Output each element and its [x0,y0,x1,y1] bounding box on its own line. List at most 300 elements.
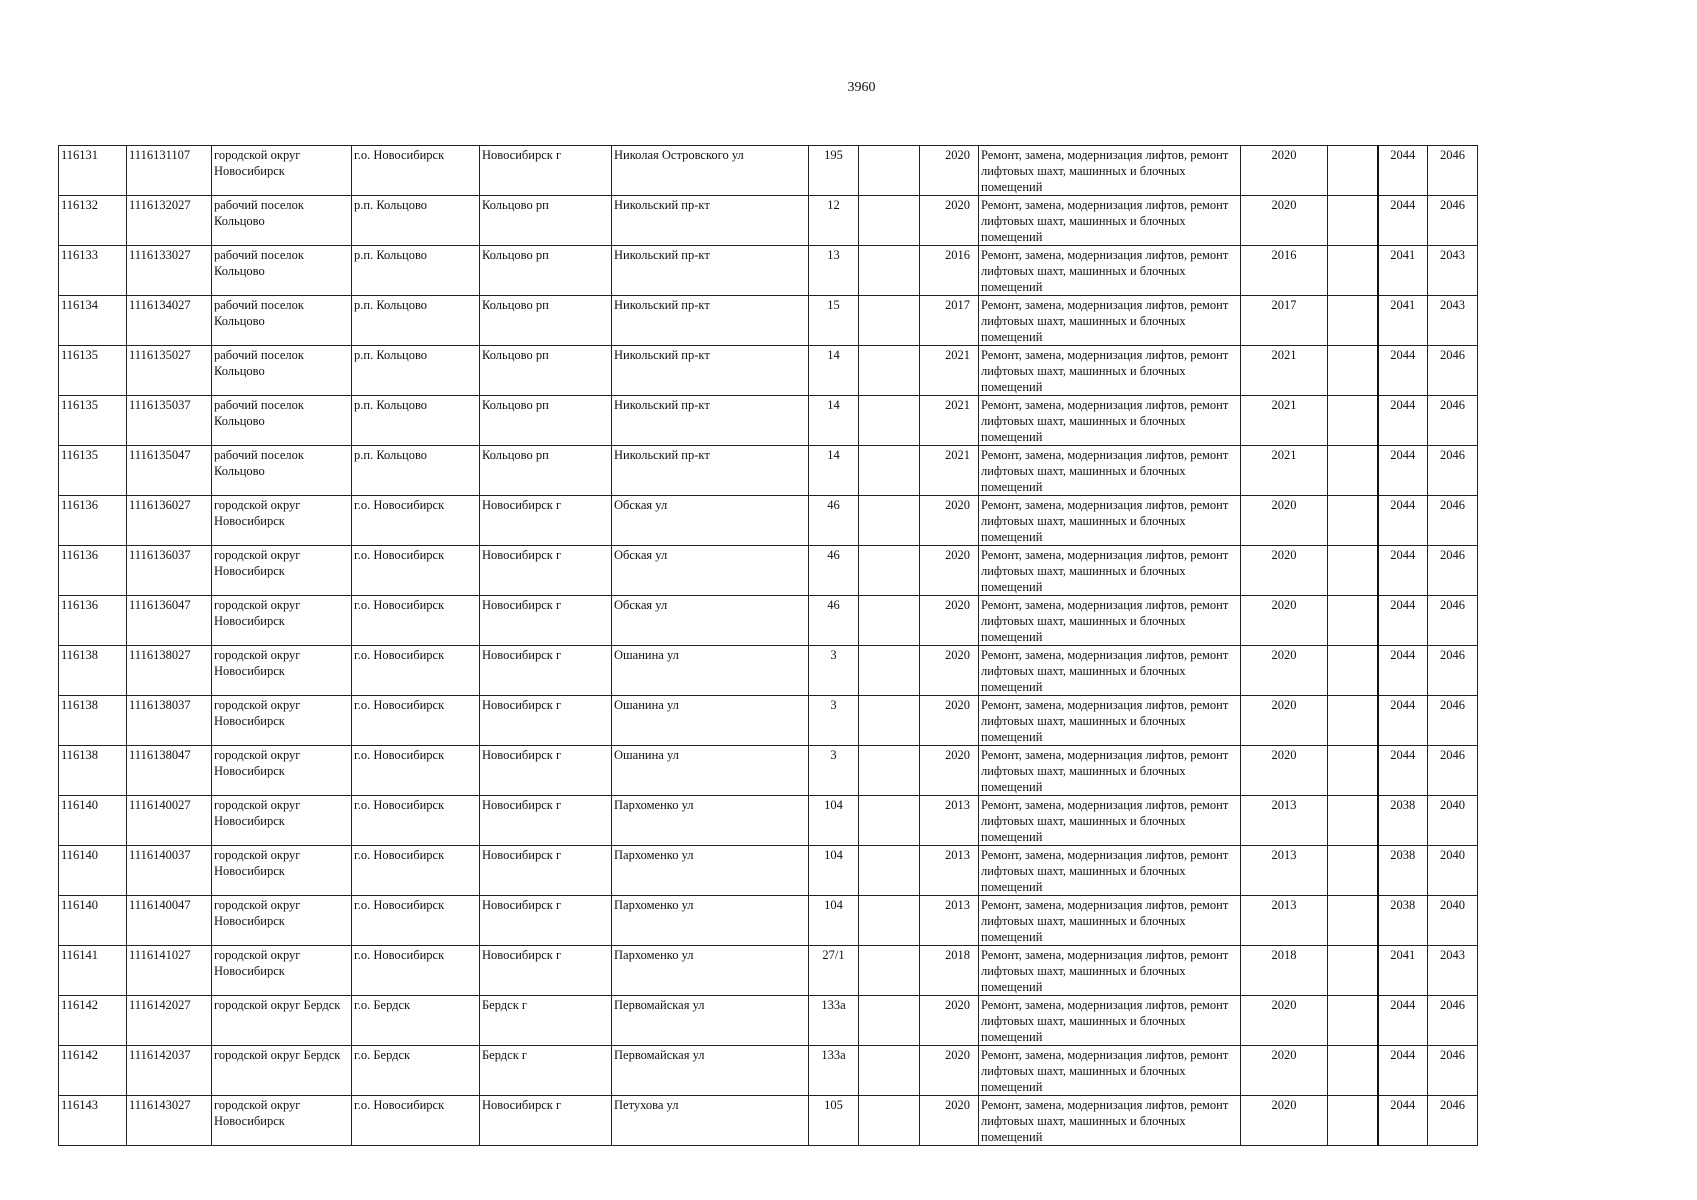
cell-object-code: 1116138027 [127,646,212,696]
cell-district: г.о. Новосибирск [352,896,480,946]
cell-municipality: городской округ Новосибирск [212,646,352,696]
cell-settlement: Новосибирск г [480,146,612,196]
cell-municipality: городской округ Новосибирск [212,546,352,596]
cell-work-type: Ремонт, замена, модернизация лифтов, ремонт лифтовых шахт, машинных и блочных помещений [979,146,1241,196]
cell-year-work: 2021 [1241,396,1328,446]
cell-municipality: рабочий поселок Кольцово [212,246,352,296]
cell-year-work: 2020 [1241,696,1328,746]
cell-street: Пархоменко ул [612,896,809,946]
cell-year-built: 2020 [920,196,979,246]
cell-object-code: 1116134027 [127,296,212,346]
cell-house-number: 15 [809,296,859,346]
table-row [59,796,1478,846]
cell-street: Ошанина ул [612,696,809,746]
cell-plan-start: 2044 [1378,396,1428,446]
cell-year-work: 2016 [1241,246,1328,296]
table-row [59,846,1478,896]
cell-street: Никольский пр-кт [612,346,809,396]
cell-house-number: 46 [809,496,859,546]
cell-object-code: 1116140037 [127,846,212,896]
cell-house-number: 27/1 [809,946,859,996]
cell-extra [859,796,920,846]
table-body [59,146,1478,1146]
cell-extra [859,946,920,996]
cell-object-code: 1116140047 [127,896,212,946]
cell-settlement: Новосибирск г [480,546,612,596]
cell-street: Первомайская ул [612,1046,809,1096]
cell-year-work: 2020 [1241,596,1328,646]
cell-object-code: 1116133027 [127,246,212,296]
cell-settlement: Новосибирск г [480,946,612,996]
cell-extra [859,196,920,246]
cell-work-type: Ремонт, замена, модернизация лифтов, ремонт лифтовых шахт, машинных и блочных помещений [979,496,1241,546]
cell-district: г.о. Новосибирск [352,596,480,646]
cell-settlement: Бердск г [480,1046,612,1096]
cell-extra [859,846,920,896]
cell-plan-start: 2041 [1378,246,1428,296]
cell-municipality: рабочий поселок Кольцово [212,196,352,246]
cell-municipality: городской округ Новосибирск [212,796,352,846]
table-row [59,496,1478,546]
cell-work-type: Ремонт, замена, модернизация лифтов, ремонт лифтовых шахт, машинных и блочных помещений [979,196,1241,246]
cell-year-built: 2020 [920,1046,979,1096]
table-row [59,246,1478,296]
cell-district: г.о. Новосибирск [352,746,480,796]
cell-plan-end: 2046 [1428,746,1478,796]
cell-work-type: Ремонт, замена, модернизация лифтов, ремонт лифтовых шахт, машинных и блочных помещений [979,1096,1241,1146]
cell-year-work: 2020 [1241,1096,1328,1146]
cell-plan-start: 2044 [1378,496,1428,546]
cell-year-work: 2018 [1241,946,1328,996]
cell-plan-start: 2038 [1378,896,1428,946]
cell-object-code: 1116135037 [127,396,212,446]
cell-object-code: 1116142027 [127,996,212,1046]
cell-house-number: 104 [809,896,859,946]
cell-year-built: 2020 [920,646,979,696]
cell-year-work: 2013 [1241,846,1328,896]
cell-note [1328,446,1378,496]
cell-extra [859,246,920,296]
cell-year-built: 2018 [920,946,979,996]
cell-municipality: городской округ Новосибирск [212,846,352,896]
cell-row-id: 116143 [59,1096,127,1146]
table-row [59,1096,1478,1146]
cell-plan-start: 2044 [1378,646,1428,696]
cell-work-type: Ремонт, замена, модернизация лифтов, ремонт лифтовых шахт, машинных и блочных помещений [979,296,1241,346]
cell-note [1328,796,1378,846]
cell-row-id: 116135 [59,346,127,396]
cell-street: Обская ул [612,496,809,546]
cell-district: р.п. Кольцово [352,396,480,446]
table-row [59,746,1478,796]
cell-note [1328,346,1378,396]
cell-note [1328,496,1378,546]
table-row [59,996,1478,1046]
cell-district: р.п. Кольцово [352,196,480,246]
cell-extra [859,396,920,446]
cell-year-work: 2020 [1241,746,1328,796]
cell-row-id: 116136 [59,596,127,646]
cell-street: Никольский пр-кт [612,396,809,446]
cell-object-code: 1116135027 [127,346,212,396]
cell-settlement: Новосибирск г [480,646,612,696]
cell-note [1328,296,1378,346]
cell-plan-start: 2044 [1378,1096,1428,1146]
cell-district: г.о. Новосибирск [352,796,480,846]
table-row [59,346,1478,396]
cell-year-built: 2020 [920,496,979,546]
cell-object-code: 1116143027 [127,1096,212,1146]
cell-plan-start: 2041 [1378,296,1428,346]
cell-municipality: городской округ Новосибирск [212,596,352,646]
page-number: 3960 [847,80,876,95]
cell-work-type: Ремонт, замена, модернизация лифтов, ремонт лифтовых шахт, машинных и блочных помещений [979,246,1241,296]
cell-work-type: Ремонт, замена, модернизация лифтов, ремонт лифтовых шахт, машинных и блочных помещений [979,346,1241,396]
cell-municipality: городской округ Новосибирск [212,146,352,196]
cell-street: Никольский пр-кт [612,196,809,246]
cell-plan-end: 2046 [1428,1046,1478,1096]
cell-work-type: Ремонт, замена, модернизация лифтов, ремонт лифтовых шахт, машинных и блочных помещений [979,996,1241,1046]
cell-street: Никольский пр-кт [612,296,809,346]
cell-note [1328,246,1378,296]
cell-year-work: 2021 [1241,346,1328,396]
cell-municipality: городской округ Бердск [212,1046,352,1096]
cell-note [1328,846,1378,896]
cell-year-work: 2021 [1241,446,1328,496]
cell-year-built: 2020 [920,746,979,796]
table-row [59,546,1478,596]
cell-row-id: 116135 [59,396,127,446]
cell-house-number: 133а [809,996,859,1046]
cell-district: г.о. Новосибирск [352,946,480,996]
cell-municipality: городской округ Новосибирск [212,746,352,796]
register-table [58,145,1478,1146]
cell-row-id: 116140 [59,846,127,896]
cell-settlement: Новосибирск г [480,696,612,746]
cell-object-code: 1116136047 [127,596,212,646]
cell-plan-end: 2043 [1428,946,1478,996]
cell-plan-start: 2044 [1378,596,1428,646]
cell-plan-end: 2040 [1428,896,1478,946]
cell-house-number: 105 [809,1096,859,1146]
cell-district: г.о. Новосибирск [352,696,480,746]
cell-house-number: 46 [809,546,859,596]
cell-street: Пархоменко ул [612,846,809,896]
cell-year-built: 2021 [920,346,979,396]
cell-settlement: Кольцово рп [480,446,612,496]
cell-row-id: 116133 [59,246,127,296]
cell-extra [859,646,920,696]
cell-plan-start: 2044 [1378,146,1428,196]
cell-year-work: 2013 [1241,796,1328,846]
cell-object-code: 1116135047 [127,446,212,496]
cell-year-built: 2016 [920,246,979,296]
cell-street: Никольский пр-кт [612,246,809,296]
cell-object-code: 1116138037 [127,696,212,746]
cell-street: Петухова ул [612,1096,809,1146]
table-row [59,296,1478,346]
cell-year-built: 2020 [920,546,979,596]
cell-note [1328,946,1378,996]
cell-plan-start: 2038 [1378,796,1428,846]
cell-district: р.п. Кольцово [352,346,480,396]
cell-extra [859,746,920,796]
cell-extra [859,146,920,196]
cell-street: Пархоменко ул [612,796,809,846]
cell-object-code: 1116136027 [127,496,212,546]
cell-district: г.о. Новосибирск [352,846,480,896]
cell-year-built: 2020 [920,146,979,196]
cell-object-code: 1116142037 [127,1046,212,1096]
cell-district: г.о. Новосибирск [352,496,480,546]
cell-work-type: Ремонт, замена, модернизация лифтов, ремонт лифтовых шахт, машинных и блочных помещений [979,946,1241,996]
cell-row-id: 116140 [59,796,127,846]
cell-row-id: 116135 [59,446,127,496]
cell-plan-end: 2046 [1428,996,1478,1046]
cell-house-number: 195 [809,146,859,196]
cell-note [1328,1046,1378,1096]
cell-note [1328,996,1378,1046]
table-row [59,696,1478,746]
cell-settlement: Кольцово рп [480,396,612,446]
cell-row-id: 116131 [59,146,127,196]
cell-year-work: 2020 [1241,646,1328,696]
cell-note [1328,546,1378,596]
cell-work-type: Ремонт, замена, модернизация лифтов, ремонт лифтовых шахт, машинных и блочных помещений [979,1046,1241,1096]
cell-district: г.о. Новосибирск [352,546,480,596]
cell-note [1328,696,1378,746]
cell-work-type: Ремонт, замена, модернизация лифтов, ремонт лифтовых шахт, машинных и блочных помещений [979,546,1241,596]
cell-note [1328,146,1378,196]
cell-municipality: городской округ Новосибирск [212,496,352,546]
cell-street: Первомайская ул [612,996,809,1046]
cell-plan-end: 2046 [1428,496,1478,546]
cell-district: г.о. Бердск [352,1046,480,1096]
cell-object-code: 1116136037 [127,546,212,596]
cell-work-type: Ремонт, замена, модернизация лифтов, ремонт лифтовых шахт, машинных и блочных помещений [979,396,1241,446]
cell-plan-end: 2046 [1428,546,1478,596]
cell-house-number: 46 [809,596,859,646]
cell-work-type: Ремонт, замена, модернизация лифтов, ремонт лифтовых шахт, машинных и блочных помещений [979,446,1241,496]
cell-settlement: Кольцово рп [480,196,612,246]
cell-row-id: 116136 [59,496,127,546]
cell-row-id: 116132 [59,196,127,246]
cell-plan-start: 2038 [1378,846,1428,896]
cell-street: Николая Островского ул [612,146,809,196]
cell-row-id: 116141 [59,946,127,996]
cell-extra [859,1096,920,1146]
cell-plan-end: 2046 [1428,696,1478,746]
cell-house-number: 3 [809,696,859,746]
cell-street: Ошанина ул [612,746,809,796]
cell-plan-end: 2046 [1428,446,1478,496]
cell-plan-start: 2041 [1378,946,1428,996]
cell-year-built: 2020 [920,996,979,1046]
cell-year-work: 2017 [1241,296,1328,346]
cell-house-number: 104 [809,796,859,846]
table-row [59,146,1478,196]
cell-object-code: 1116141027 [127,946,212,996]
cell-work-type: Ремонт, замена, модернизация лифтов, ремонт лифтовых шахт, машинных и блочных помещений [979,646,1241,696]
cell-extra [859,1046,920,1096]
cell-street: Ошанина ул [612,646,809,696]
cell-street: Никольский пр-кт [612,446,809,496]
cell-note [1328,746,1378,796]
cell-work-type: Ремонт, замена, модернизация лифтов, ремонт лифтовых шахт, машинных и блочных помещений [979,596,1241,646]
cell-work-type: Ремонт, замена, модернизация лифтов, ремонт лифтовых шахт, машинных и блочных помещений [979,696,1241,746]
cell-settlement: Новосибирск г [480,596,612,646]
cell-settlement: Новосибирск г [480,846,612,896]
cell-plan-end: 2046 [1428,346,1478,396]
cell-work-type: Ремонт, замена, модернизация лифтов, ремонт лифтовых шахт, машинных и блочных помещений [979,796,1241,846]
cell-municipality: городской округ Бердск [212,996,352,1046]
cell-year-built: 2020 [920,696,979,746]
table-row [59,196,1478,246]
cell-district: г.о. Новосибирск [352,146,480,196]
cell-year-work: 2020 [1241,496,1328,546]
table-row [59,596,1478,646]
cell-plan-start: 2044 [1378,446,1428,496]
cell-plan-start: 2044 [1378,346,1428,396]
cell-extra [859,996,920,1046]
cell-municipality: городской округ Новосибирск [212,1096,352,1146]
cell-extra [859,446,920,496]
cell-house-number: 3 [809,746,859,796]
cell-year-work: 2020 [1241,196,1328,246]
cell-year-work: 2020 [1241,146,1328,196]
cell-extra [859,596,920,646]
cell-district: г.о. Новосибирск [352,646,480,696]
cell-plan-start: 2044 [1378,546,1428,596]
cell-extra [859,896,920,946]
cell-year-work: 2020 [1241,996,1328,1046]
cell-work-type: Ремонт, замена, модернизация лифтов, ремонт лифтовых шахт, машинных и блочных помещений [979,746,1241,796]
cell-house-number: 12 [809,196,859,246]
cell-extra [859,496,920,546]
cell-year-work: 2013 [1241,896,1328,946]
cell-plan-end: 2046 [1428,146,1478,196]
cell-extra [859,696,920,746]
cell-row-id: 116138 [59,646,127,696]
cell-settlement: Новосибирск г [480,1096,612,1146]
cell-municipality: городской округ Новосибирск [212,896,352,946]
cell-district: р.п. Кольцово [352,446,480,496]
cell-row-id: 116142 [59,996,127,1046]
cell-settlement: Бердск г [480,996,612,1046]
cell-district: р.п. Кольцово [352,246,480,296]
cell-row-id: 116138 [59,746,127,796]
cell-plan-end: 2046 [1428,396,1478,446]
cell-plan-start: 2044 [1378,996,1428,1046]
cell-year-work: 2020 [1241,546,1328,596]
cell-object-code: 1116132027 [127,196,212,246]
cell-plan-end: 2046 [1428,596,1478,646]
cell-settlement: Кольцово рп [480,346,612,396]
cell-settlement: Кольцово рп [480,246,612,296]
cell-year-built: 2021 [920,396,979,446]
cell-extra [859,346,920,396]
table-row [59,446,1478,496]
cell-year-built: 2020 [920,1096,979,1146]
cell-street: Обская ул [612,596,809,646]
cell-object-code: 1116140027 [127,796,212,846]
cell-note [1328,646,1378,696]
table-row [59,896,1478,946]
cell-settlement: Новосибирск г [480,796,612,846]
cell-plan-end: 2046 [1428,196,1478,246]
table-row [59,1046,1478,1096]
cell-plan-end: 2046 [1428,1096,1478,1146]
cell-street: Пархоменко ул [612,946,809,996]
cell-plan-start: 2044 [1378,196,1428,246]
cell-municipality: рабочий поселок Кольцово [212,346,352,396]
cell-row-id: 116140 [59,896,127,946]
cell-house-number: 14 [809,396,859,446]
cell-house-number: 133а [809,1046,859,1096]
cell-house-number: 14 [809,446,859,496]
cell-district: р.п. Кольцово [352,296,480,346]
cell-year-built: 2020 [920,596,979,646]
cell-object-code: 1116131107 [127,146,212,196]
cell-district: г.о. Новосибирск [352,1096,480,1146]
cell-row-id: 116136 [59,546,127,596]
cell-note [1328,196,1378,246]
cell-house-number: 13 [809,246,859,296]
cell-plan-end: 2043 [1428,246,1478,296]
cell-note [1328,596,1378,646]
cell-year-built: 2013 [920,796,979,846]
cell-municipality: городской округ Новосибирск [212,696,352,746]
cell-plan-end: 2040 [1428,796,1478,846]
table-row [59,946,1478,996]
cell-work-type: Ремонт, замена, модернизация лифтов, ремонт лифтовых шахт, машинных и блочных помещений [979,896,1241,946]
cell-year-built: 2013 [920,846,979,896]
cell-municipality: городской округ Новосибирск [212,946,352,996]
cell-plan-end: 2040 [1428,846,1478,896]
cell-extra [859,546,920,596]
cell-row-id: 116134 [59,296,127,346]
cell-district: г.о. Бердск [352,996,480,1046]
cell-plan-start: 2044 [1378,696,1428,746]
cell-year-built: 2017 [920,296,979,346]
cell-plan-end: 2043 [1428,296,1478,346]
cell-settlement: Новосибирск г [480,896,612,946]
cell-street: Обская ул [612,546,809,596]
cell-settlement: Кольцово рп [480,296,612,346]
cell-house-number: 3 [809,646,859,696]
cell-note [1328,896,1378,946]
cell-row-id: 116138 [59,696,127,746]
cell-house-number: 104 [809,846,859,896]
cell-note [1328,396,1378,446]
cell-settlement: Новосибирск г [480,746,612,796]
cell-house-number: 14 [809,346,859,396]
cell-plan-end: 2046 [1428,646,1478,696]
cell-year-built: 2021 [920,446,979,496]
cell-plan-start: 2044 [1378,746,1428,796]
table-row [59,646,1478,696]
cell-municipality: рабочий поселок Кольцово [212,396,352,446]
cell-settlement: Новосибирск г [480,496,612,546]
cell-municipality: рабочий поселок Кольцово [212,446,352,496]
cell-work-type: Ремонт, замена, модернизация лифтов, ремонт лифтовых шахт, машинных и блочных помещений [979,846,1241,896]
cell-note [1328,1096,1378,1146]
cell-object-code: 1116138047 [127,746,212,796]
cell-extra [859,296,920,346]
cell-year-work: 2020 [1241,1046,1328,1096]
cell-year-built: 2013 [920,896,979,946]
cell-municipality: рабочий поселок Кольцово [212,296,352,346]
